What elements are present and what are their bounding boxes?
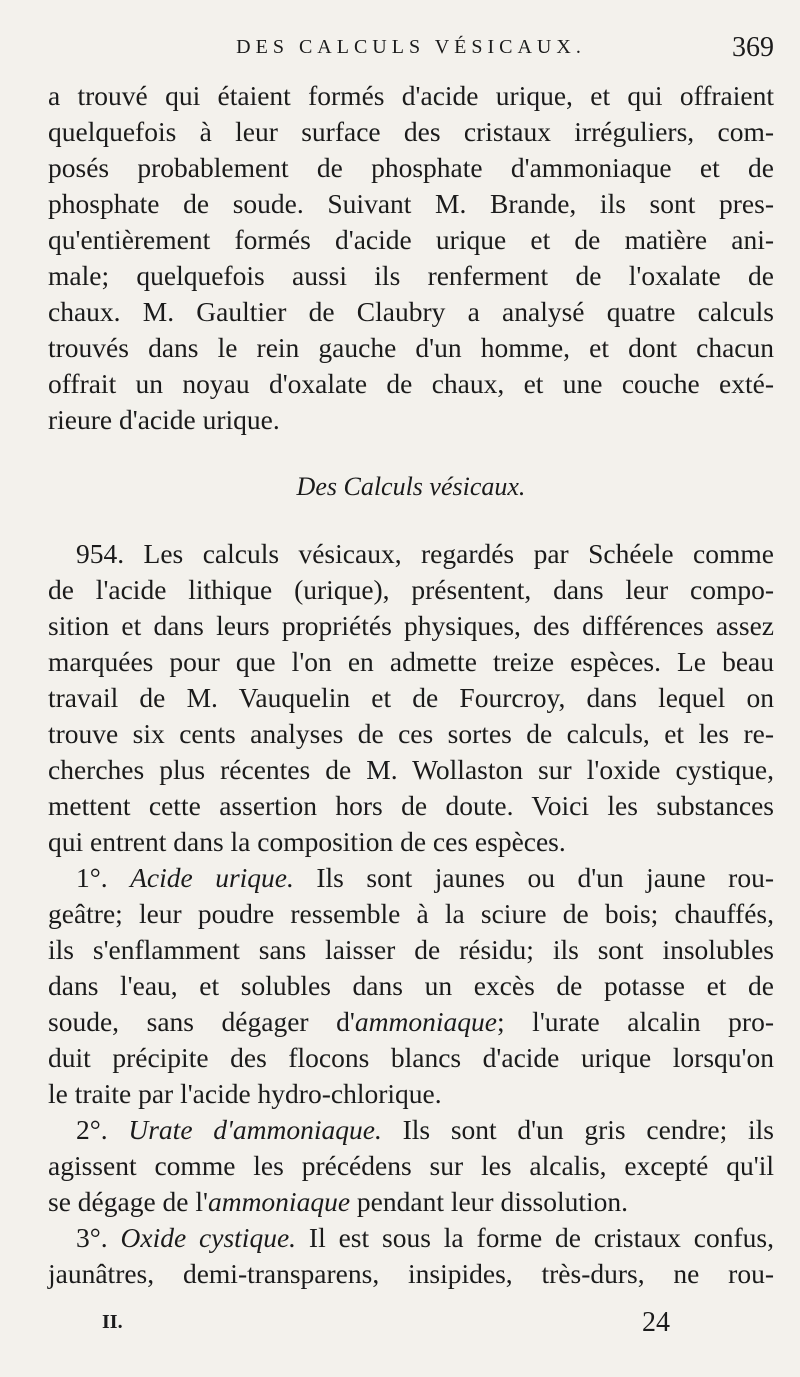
text-line: geâtre; leur poudre ressemble à la sciure de bois; chauffés, [48, 898, 774, 929]
text-line: 954. Les calculs vésicaux, regardés par Schéele comme [76, 538, 774, 569]
sheet-number: 24 [642, 1307, 670, 1338]
text-line: posés probablement de phosphate d'ammoniaque et de [48, 152, 774, 183]
text-line: sition et dans leurs propriétés physiques, des différences assez [48, 610, 774, 641]
text-line: marquées pour que l'on en admette treize espèces. Le beau [48, 646, 774, 677]
page-number: 369 [732, 32, 774, 63]
text-line: dans l'eau, et solubles dans un excès de potasse et de [48, 970, 774, 1001]
text-line: ils s'enflamment sans laisser de résidu; ils sont insolubles [48, 934, 774, 965]
text-run: ; l'urate alcalin pro- [496, 1006, 774, 1037]
text-line: phosphate de soude. Suivant M. Brande, ils sont pres- [48, 188, 774, 219]
text-run: Il est sous la forme de cristaux confus, [296, 1222, 774, 1253]
signature-mark: II. [102, 1311, 123, 1333]
item-acide-urique [48, 860, 774, 1112]
text-line: mettent cette assertion hors de doute. Voici les substances [48, 790, 774, 821]
running-title: DES CALCULS VÉSICAUX. [236, 36, 586, 58]
text-line: rieure d'acide urique. [48, 404, 280, 435]
text-line: jaunâtres, demi-transparens, insipides, très-durs, ne rou- [48, 1258, 774, 1289]
page-footer [102, 1307, 670, 1347]
text-line [48, 860, 774, 896]
text-line: cherches plus récentes de M. Wollaston sur l'oxide cystique, [48, 754, 774, 785]
item-title: Oxide cystique. [120, 1222, 297, 1253]
text-line: qu'entièrement formés d'acide urique et de matière ani- [48, 224, 774, 255]
text-line [48, 1112, 774, 1148]
text-line: a trouvé qui étaient formés d'acide urique, et qui offraient [48, 80, 774, 111]
text-line: trouvés dans le rein gauche d'un homme, et dont chacun [48, 332, 774, 363]
text-line: le traite par l'acide hydro-chlorique. [48, 1078, 442, 1109]
text-line: chaux. M. Gaultier de Claubry a analysé quatre calculs [48, 296, 774, 327]
text-line: qui entrent dans la composition de ces espèces. [48, 826, 566, 857]
item-title: Urate d'ammoniaque. [128, 1114, 382, 1145]
text-run: soude, sans dégager d' [48, 1006, 355, 1037]
paragraph-954 [48, 536, 774, 860]
text-line [48, 1004, 774, 1040]
italic-term: ammoniaque [207, 1186, 351, 1217]
item-number: 1°. [76, 862, 108, 893]
text-line: quelquefois à leur surface des cristaux irréguliers, com- [48, 116, 774, 147]
item-oxide-cystique [48, 1220, 774, 1292]
item-title: Acide urique. [130, 862, 294, 893]
text-line [48, 1220, 774, 1256]
item-number: 3°. [76, 1222, 108, 1253]
text-run: Ils sont d'un gris cendre; ils [381, 1114, 775, 1145]
text-run: pendant leur dissolution. [350, 1186, 629, 1217]
text-line: duit précipite des flocons blancs d'acide urique lorsqu'on [48, 1042, 774, 1073]
text-line: de l'acide lithique (urique), présentent, dans leur compo- [48, 574, 774, 605]
item-urate-ammoniaque [48, 1112, 774, 1220]
item-number: 2°. [76, 1114, 108, 1145]
text-run: Ils sont jaunes ou d'un jaune rou- [293, 862, 774, 893]
text-line [48, 1184, 774, 1220]
section-heading: Des Calculs vésicaux. [296, 472, 526, 501]
italic-term: ammoniaque [354, 1006, 497, 1037]
text-run: se dégage de l' [48, 1186, 208, 1217]
paragraph-continuation [48, 78, 774, 438]
text-line: travail de M. Vauquelin et de Fourcroy, dans lequel on [48, 682, 774, 713]
text-line: agissent comme les précédens sur les alcalis, excepté qu'il [48, 1150, 774, 1181]
text-line: offrait un noyau d'oxalate de chaux, et une couche exté- [48, 368, 774, 399]
text-line: trouve six cents analyses de ces sortes de calculs, et les re- [48, 718, 774, 749]
running-head [48, 30, 774, 74]
text-line: male; quelquefois aussi ils renferment de l'oxalate de [48, 260, 774, 291]
